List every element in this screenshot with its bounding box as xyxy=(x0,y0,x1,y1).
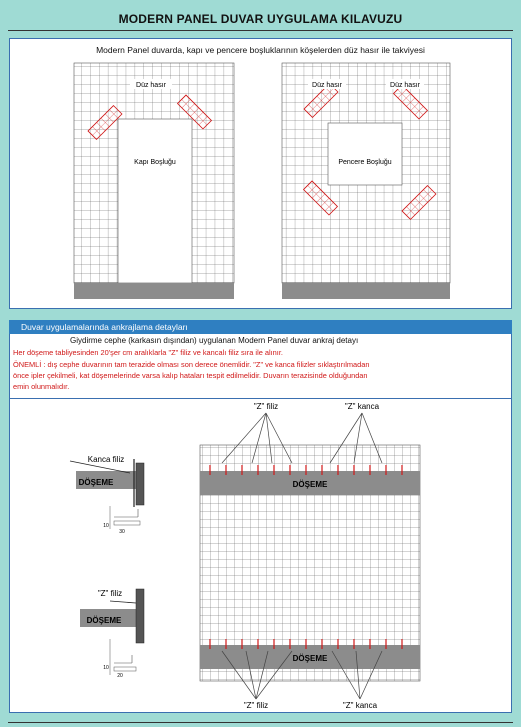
bottom-rule xyxy=(8,722,513,723)
main-doseme-bottom-label: DÖŞEME xyxy=(292,654,328,663)
window-opening-label: Pencere Boşluğu xyxy=(338,159,392,166)
section2-header: Duvar uygulamalarında ankrajlama detayları xyxy=(9,320,512,334)
anchoring-detail-panel xyxy=(9,398,512,713)
red-note-line2: ÖNEMLİ : dış cephe duvarının tam terazide olması son derece önemlidir. "Z" ve kanca filizler sıklaştırılmadan xyxy=(13,360,370,369)
section2-text-block xyxy=(9,334,512,398)
window-opening xyxy=(328,123,402,185)
z-filiz-label: "Z" filiz xyxy=(97,589,123,598)
title-rule xyxy=(8,30,513,31)
main-doseme-top-label: DÖŞEME xyxy=(292,480,328,489)
window-label-right: Düz hasır xyxy=(390,82,420,89)
detail1-dim-30: 30 xyxy=(119,529,125,535)
section2-subtitle: Giydirme cephe (karkasın dışından) uygulanan Modern Panel duvar ankraj detayı xyxy=(70,336,359,345)
detail1-doseme-label: DÖŞEME xyxy=(78,478,114,487)
detail1-dim-10: 10 xyxy=(103,523,109,529)
detail2-doseme-label: DÖŞEME xyxy=(86,616,122,625)
anchoring-diagrams xyxy=(10,399,513,714)
opening-reinforcement-panel xyxy=(9,38,512,309)
main-z-kanca-bottom-label: "Z" kanca xyxy=(342,701,378,710)
red-note-line1: Her döşeme tabliyesinden 20'şer cm aralıklarla "Z" filiz ve kancalı filiz sıra ile alınır. xyxy=(13,348,283,357)
door-opening xyxy=(118,119,192,283)
red-note-line3: önce ipler çekilmeli, kat döşemelerinde varsa kalıp hataları tespit edilmelidir. Duvarın terazisinde olduğundan xyxy=(13,371,368,380)
door-label-left: Düz hasır xyxy=(136,82,166,89)
main-z-filiz-top-label: "Z" filiz xyxy=(253,402,279,411)
door-floor-slab xyxy=(74,283,234,299)
kanca-filiz-detail xyxy=(70,459,144,529)
detail2-dim-10: 10 xyxy=(103,665,109,671)
section1-intro: Modern Panel duvarda, kapı ve pencere boşluklarının köşelerden düz hasır ile takviyesi xyxy=(96,45,425,55)
door-opening-label: Kapı Boşluğu xyxy=(134,159,176,166)
main-z-filiz-bottom-label: "Z" filiz xyxy=(243,701,269,710)
detail2-dim-20: 20 xyxy=(117,673,123,679)
window-label-left: Düz hasır xyxy=(312,82,342,89)
opening-diagrams xyxy=(10,39,513,310)
page-title: MODERN PANEL DUVAR UYGULAMA KILAVUZU xyxy=(118,12,403,26)
main-z-kanca-top-label: "Z" kanca xyxy=(344,402,380,411)
door-diagram xyxy=(74,63,234,299)
red-note-line4: emin olunmalıdır. xyxy=(13,382,70,391)
window-diagram xyxy=(282,63,450,299)
z-filiz-detail xyxy=(80,589,144,675)
window-floor-slab xyxy=(282,283,450,299)
kanca-filiz-label: Kanca filiz xyxy=(87,455,125,464)
